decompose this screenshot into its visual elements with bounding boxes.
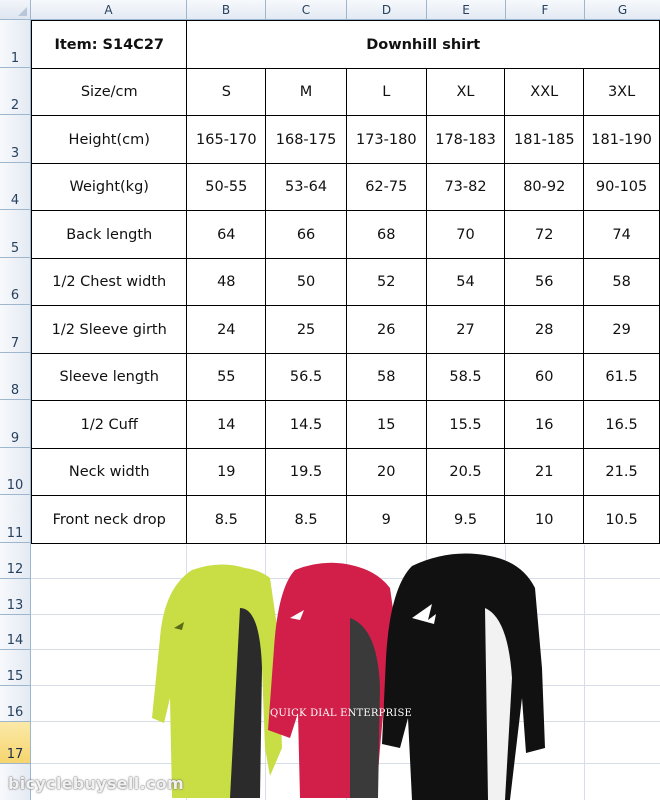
table-cell[interactable]: 58.5	[426, 354, 505, 401]
table-row	[32, 259, 660, 306]
row-header-11[interactable]: 11	[0, 495, 30, 543]
table-cell[interactable]: 60	[505, 354, 584, 401]
column-header-b[interactable]: B	[187, 0, 266, 19]
lime-shirt	[152, 564, 282, 798]
table-row	[32, 116, 660, 164]
size-header-row	[32, 69, 660, 116]
table-cell[interactable]: 14	[187, 401, 266, 449]
table-cell[interactable]: 181-190	[584, 116, 660, 164]
row-header-5[interactable]: 5	[0, 210, 30, 258]
table-cell[interactable]: XL	[426, 69, 505, 116]
table-cell[interactable]: S	[187, 69, 266, 116]
table-cell[interactable]: 58	[584, 259, 660, 306]
row-header-17[interactable]: 17	[0, 722, 30, 764]
table-cell[interactable]: 80-92	[505, 164, 584, 211]
table-row	[32, 496, 660, 544]
table-cell[interactable]: 52	[346, 259, 426, 306]
table-cell[interactable]: 50-55	[187, 164, 266, 211]
table-cell[interactable]: 10.5	[584, 496, 660, 544]
table-cell[interactable]: 27	[426, 306, 505, 354]
table-cell[interactable]: 9.5	[426, 496, 505, 544]
shirts-image[interactable]	[150, 548, 545, 800]
table-cell[interactable]: 66	[266, 211, 347, 259]
column-header-bar	[0, 0, 660, 20]
table-cell[interactable]: 8.5	[266, 496, 347, 544]
table-cell[interactable]: 16	[505, 401, 584, 449]
table-cell[interactable]: 55	[187, 354, 266, 401]
table-cell[interactable]: Sleeve length	[32, 354, 187, 401]
table-cell[interactable]: 53-64	[266, 164, 347, 211]
row-header-4[interactable]: 4	[0, 163, 30, 210]
table-cell[interactable]: M	[266, 69, 347, 116]
table-cell[interactable]: 24	[187, 306, 266, 354]
row-header-bar	[0, 20, 31, 800]
column-header-g[interactable]: G	[617, 2, 628, 17]
table-cell[interactable]: Size/cm	[32, 69, 187, 116]
column-header-c[interactable]: C	[266, 0, 347, 19]
column-header-a[interactable]: A	[31, 0, 187, 19]
column-header-d[interactable]: D	[347, 0, 427, 19]
table-row	[32, 306, 660, 354]
table-cell[interactable]: 15	[346, 401, 426, 449]
table-cell[interactable]: 54	[426, 259, 505, 306]
image-caption: QUICK DIAL ENTERPRISE	[270, 708, 412, 719]
table-cell[interactable]: 48	[187, 259, 266, 306]
table-cell[interactable]: 64	[187, 211, 266, 259]
table-cell[interactable]: 1/2 Chest width	[32, 259, 187, 306]
table-cell[interactable]: Neck width	[32, 449, 187, 496]
shirts-illustration	[150, 548, 545, 800]
table-cell[interactable]: 178-183	[426, 116, 505, 164]
row-header-16[interactable]: 16	[0, 686, 30, 722]
table-row	[32, 164, 660, 211]
row-header-15[interactable]: 15	[0, 650, 30, 686]
row-header-3[interactable]: 3	[0, 115, 30, 163]
row-header-7[interactable]: 7	[0, 305, 30, 353]
red-shirt	[268, 563, 404, 798]
table-row	[32, 211, 660, 259]
table-cell[interactable]: Weight(kg)	[32, 164, 187, 211]
row-header-6[interactable]: 6	[0, 258, 30, 305]
table-cell[interactable]: 168-175	[266, 116, 347, 164]
table-cell[interactable]: Back length	[32, 211, 187, 259]
table-title-row	[32, 21, 660, 69]
table-cell[interactable]: 3XL	[584, 69, 660, 116]
table-cell[interactable]: 165-170	[187, 116, 266, 164]
row-header-12[interactable]: 12	[0, 543, 30, 579]
table-cell[interactable]: 25	[266, 306, 347, 354]
table-cell[interactable]: 29	[584, 306, 660, 354]
table-cell[interactable]: 58	[346, 354, 426, 401]
size-chart-table	[31, 20, 660, 544]
table-row	[32, 449, 660, 496]
table-cell[interactable]: 19	[187, 449, 266, 496]
table-cell[interactable]: 61.5	[584, 354, 660, 401]
table-cell[interactable]: 21.5	[584, 449, 660, 496]
table-cell[interactable]: 50	[266, 259, 347, 306]
select-all-corner[interactable]	[0, 0, 31, 19]
row-header-8[interactable]: 8	[0, 353, 30, 400]
table-cell[interactable]: 9	[346, 496, 426, 544]
watermark: bicyclebuysell.com	[8, 774, 184, 793]
column-header-e[interactable]: E	[427, 0, 506, 19]
table-cell[interactable]: 28	[505, 306, 584, 354]
table-cell[interactable]: Front neck drop	[32, 496, 187, 544]
gridline	[584, 545, 585, 800]
table-cell[interactable]: 16.5	[584, 401, 660, 449]
table-cell[interactable]: 20.5	[426, 449, 505, 496]
table-cell[interactable]: 72	[505, 211, 584, 259]
table-cell[interactable]: 74	[584, 211, 660, 259]
table-cell[interactable]: 15.5	[426, 401, 505, 449]
row-header-1[interactable]: 1	[0, 20, 30, 68]
table-cell[interactable]: Height(cm)	[32, 116, 187, 164]
table-cell[interactable]: 173-180	[346, 116, 426, 164]
table-cell[interactable]: 70	[426, 211, 505, 259]
row-header-10[interactable]: 10	[0, 448, 30, 495]
table-cell[interactable]: 90-105	[584, 164, 660, 211]
table-cell[interactable]: 181-185	[505, 116, 584, 164]
table-cell[interactable]: 73-82	[426, 164, 505, 211]
item-code-cell[interactable]: Item: S14C27	[32, 21, 187, 69]
black-shirt	[382, 554, 545, 800]
table-cell[interactable]: 14.5	[266, 401, 347, 449]
table-cell[interactable]: 1/2 Sleeve girth	[32, 306, 187, 354]
table-cell[interactable]: 26	[346, 306, 426, 354]
row-header-2[interactable]: 2	[0, 68, 30, 115]
table-cell[interactable]: 19.5	[266, 449, 347, 496]
table-cell[interactable]: 62-75	[346, 164, 426, 211]
table-row	[32, 401, 660, 449]
table-cell[interactable]: 56.5	[266, 354, 347, 401]
table-cell[interactable]: 8.5	[187, 496, 266, 544]
table-cell[interactable]: 10	[505, 496, 584, 544]
column-header-f[interactable]: F	[506, 0, 585, 19]
table-cell[interactable]: XXL	[505, 69, 584, 116]
row-header-13[interactable]: 13	[0, 579, 30, 615]
table-cell[interactable]: 1/2 Cuff	[32, 401, 187, 449]
table-cell[interactable]: 56	[505, 259, 584, 306]
table-cell[interactable]: 21	[505, 449, 584, 496]
row-header-14[interactable]: 14	[0, 615, 30, 650]
product-title-cell[interactable]: Downhill shirt	[187, 21, 660, 69]
table-cell[interactable]: L	[346, 69, 426, 116]
table-row	[32, 354, 660, 401]
table-cell[interactable]: 68	[346, 211, 426, 259]
row-header-9[interactable]: 9	[0, 400, 30, 448]
table-cell[interactable]: 20	[346, 449, 426, 496]
